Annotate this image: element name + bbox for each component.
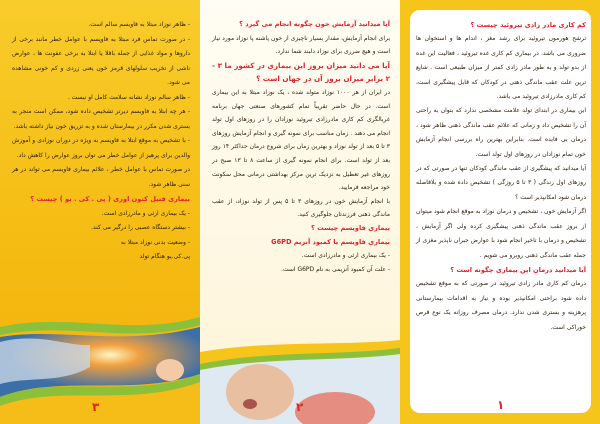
favism-continued-text bbox=[12, 18, 190, 265]
paragraph: برای انجام آزمایش، مقدار بسیار ناچیزی از خون پاشنه پا نوزاد مورد نیاز است و هیچ ضرری برای نوزاد دلبند شما ندارد. bbox=[212, 34, 390, 56]
panel-page-1 bbox=[400, 0, 600, 424]
paragraph: با انجام آزمایش خون در روزهای ۳ تا ۵ پس از تولد نوزاد، از عقب ماندگی ذهنی فرزندتان جلوگیری کنید. bbox=[212, 197, 391, 219]
section-heading: کم کاری مادر زادی تیروئید چیست ؟ bbox=[470, 21, 586, 29]
panel-page-3 bbox=[0, 0, 200, 424]
list-item: - یک بیماری ارثی و مادرزادی است. bbox=[301, 252, 390, 260]
page-number: ۲ bbox=[296, 400, 304, 414]
list-item: - در صورت تماس فرد مبتلا به فاویسم با عوامل خطر مانند برخی از داروها و مواد غذایی از جمله باقلا یا ابتلا به برخی عفونت ها ، عوارض ناشی از تخریب سلولهای قرمز خون یعنی زردی و کم خونی مشاهده می شود. bbox=[12, 35, 190, 86]
paragraph: ترشح هورمون تیروئید برای رشد مغز ، اندام ها و استخوان ها ضروری می باشد. در بیماری کم کاری غده تیروئید ، فعالیت این غده از بدو تولد و به طور مادر زادی کمتر از میزان طبیعی است . شایع ترین علت عقب ماندگی ذهنی در کودکان که قابل پیشگیری است، کم کاری مادرزادی تیروئید می باشد. bbox=[416, 35, 586, 101]
paragraph: آیا میدانید که پیشگیری از عقب ماندگی کودکان تنها در صورتی که در روزهای اول زندگی ( ۳ تا ۵ روزگی ) تشخیص داده شده و بلافاصله درمان شود امکانپذیر است ؟ bbox=[416, 165, 587, 201]
paragraph: اگر آزمایش خون ، تشخیص و درمان نوزاد به موقع انجام شود میتوان از بروز عقب ماندگی ذهنی پیشگیری کرده ولی اگر آزمایش ، تشخیص و درمان با تاخیر انجام شود با عوارض جبران ناپذیر مغزی از جمله عقب ماندگی ذهنی روبرو می شویم . bbox=[416, 208, 586, 259]
list-item: - ظاهر نوزاد مبتلا به فاویسم سالم است. bbox=[88, 21, 190, 28]
section-heading: آیا میدانید درمان این بیماری چگونه است ؟ bbox=[450, 265, 586, 274]
list-item: - بیشتر دستگاه عصبی را درگیر می کند. bbox=[91, 224, 190, 231]
section-heading: بیماری فاویسم یا کمبود آنزیم G6PD bbox=[271, 237, 390, 246]
paragraph: این بیماری در ابتدای تولد علامت مشخصی ندارد که بتوان به راحتی آن را تشخیص داد و زمانی که علائم عقب ماندگی ذهنی ظاهر شود ، درمان بی فایده است. بنابراین بهترین راه بررسی انجام آزمایش خون تمام نوزادان در روزهای اول تولد است. bbox=[416, 107, 586, 158]
thyroid-text bbox=[416, 18, 586, 335]
list-item: - ظاهر سالم نوزاد نشانه سلامت کامل او نیست . bbox=[67, 93, 190, 101]
page-number: ۳ bbox=[92, 400, 100, 414]
panel-page-2 bbox=[200, 0, 400, 424]
list-item: - هر چه ابتلا به فاویسم دیرتر تشخیص داده شود، ممکن است منجر به بستری شدن مکرر در بیمارستان شده و به تزریق خون نیاز داشته باشد. bbox=[12, 108, 190, 130]
section-heading: بیماری فنیل کتون اوری ( پی . کی . یو ) چیست ؟ bbox=[30, 195, 190, 203]
list-item: - وضعیت بدنی نوزاد مبتلا به bbox=[120, 238, 190, 246]
page-number: ۱ bbox=[497, 398, 505, 412]
section-heading: بیماری فاویسم چیست ؟ bbox=[311, 223, 390, 232]
paragraph: درمان کم کاری مادر زادی تیروئید در صورتی که به موقع تشخیص داده شود براحتی امکانپذیر بوده و نیاز به اقدامات بیمارستانی پرهزینه و بستری شدن ندارد. درمان مصرف روزانه یک نوع قرص خوراکی است. bbox=[416, 280, 586, 331]
list-item: - با تشخیص به موقع ابتلا به فاویسم به ویژه در دوران نوزادی و آموزش والدین برای پرهیز از عوامل خطر می توان بروز عوارض را کاهش داد. bbox=[12, 137, 190, 159]
blood-test-text bbox=[212, 18, 390, 276]
section-heading: آیا می دانید میزان بروز این بیماری در کشور ما ۳ - ۲ برابر میزان بروز آن در جهان است ؟ bbox=[212, 60, 390, 84]
paragraph: در ایران از هر ۱۰۰۰ نوزاد متولد شده ، یک نوزاد مبتلا به این بیماری است. در حال حاضر تقریباً تمام کشورهای صنعتی جهان برنامه غربالگری کم کاری مادرزادی تیروئید نوزادان را در روزهای اول تولد انجام می دهند . زمان مناسب برای نمونه گیری و انجام آزمایش روزهای ۳ تا ۵ بعد از تولد نوزاد و بهترین زمان برای شروع درمان حداکثر ۱۴ روز بعد از تولد است. برای انجام نمونه گیری از ساعت ۸ تا ۱۳ صبح در روزهای غیر تعطیل به نزدیک ترین مرکز بهداشتی درمانی محل سکونت خود مراجعه فرمایید. bbox=[212, 88, 390, 192]
list-item: - یک بیماری ارثی و مادرزادی است. bbox=[101, 209, 190, 217]
list-item: پی.کی.یو هنگام تولد bbox=[139, 253, 190, 260]
section-heading: آیا میدانید آزمایش خون چگونه انجام می گیرد ؟ bbox=[239, 20, 390, 28]
paragraph: در صورت تماس با عوامل خطر ، علائم بیماری فاویسم می تواند در هر سنی ظاهر شود. bbox=[12, 166, 190, 188]
baby-photo-wave-illustration bbox=[0, 312, 200, 424]
list-item: - علت آن کمبود آنزیمی به نام G6PD است. bbox=[281, 265, 390, 273]
